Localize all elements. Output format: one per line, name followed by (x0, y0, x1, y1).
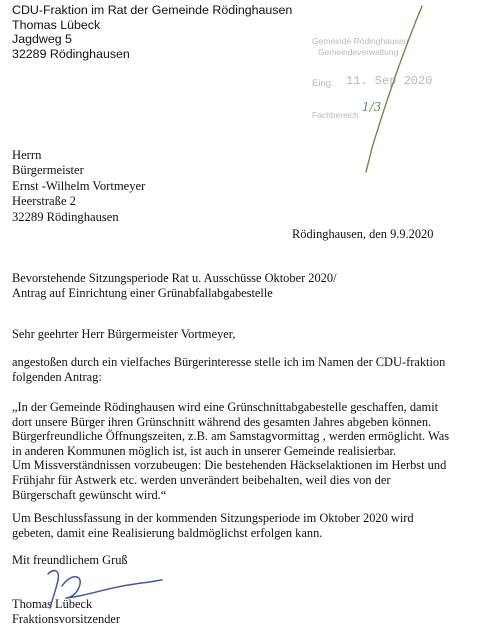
subject-line: Antrag auf Einrichtung einer Grünabfallabgabestelle (12, 285, 273, 300)
paragraph-line: Um Beschlussfassung in der kommenden Sitzungsperiode im Oktober 2020 wird (12, 511, 414, 525)
signer-role: Fraktionsvorsitzender (12, 611, 121, 626)
paragraph-line: „In der Gemeinde Rödinghausen wird eine Grünschnittabgabestelle geschaffen, damit (12, 400, 439, 414)
paragraph-line: dort unsere Bürger ihren Grünschnitt während des gesamten Jahres abgeben können. (12, 414, 432, 429)
recipient-line: Bürgermeister (12, 163, 84, 178)
handwritten-signature (48, 571, 162, 608)
sender-line: Thomas Lübeck (12, 17, 101, 32)
paragraph-line: gebeten, damit eine Realisierung baldmöglichst erfolgen kann. (12, 525, 323, 540)
stamp-line: Fachbereich (312, 110, 359, 120)
salutation: Sehr geehrter Herr Bürgermeister Vortmeyer, (12, 327, 236, 341)
subject-line: Bevorstehende Sitzungsperiode Rat u. Ausschüsse Oktober 2020/ (12, 271, 337, 285)
approval-check-stroke (366, 6, 422, 172)
stamp-line: Gemeindeverwaltung (318, 47, 399, 57)
stamp-handwritten-note: 1/3 (362, 100, 382, 114)
recipient-line: Herrn (12, 148, 42, 162)
greeting: Mit freundlichem Gruß (12, 553, 128, 567)
signer-name: Thomas Lübeck (12, 597, 93, 611)
paragraph-line: folgenden Antrag: (12, 369, 102, 384)
recipient-line: Ernst -Wilhelm Vortmeyer (12, 178, 146, 193)
sender-line: Jagdweg 5 (12, 32, 72, 47)
stamp-line: Gemeinde Rödinghausen (312, 36, 409, 46)
paragraph-line: Bürgerfreundliche Öffnungszeiten, z.B. am Samstagvormittag , werden ermöglicht. Was (12, 429, 450, 444)
stamp-received-prefix: Eing. (312, 78, 334, 89)
paragraph-line: Bürgerschaft gewünscht wird.“ (12, 487, 167, 502)
date-line: Rödinghausen, den 9.9.2020 (292, 227, 434, 241)
stamp-received-date: 11. Sep 2020 (346, 74, 433, 88)
sender-line: 32289 Rödinghausen (12, 46, 130, 61)
paragraph-line: in anderen Kommunen möglich ist, ist auch in unserer Gemeinde realisierbar. (12, 443, 396, 458)
recipient-line: Heerstraße 2 (12, 194, 76, 209)
paragraph-line: Um Missverständnissen vorzubeugen: Die bestehenden Häckselaktionen im Herbst und (12, 458, 447, 473)
sender-line: CDU-Fraktion im Rat der Gemeinde Rödinghausen (12, 3, 293, 17)
paragraph-line: angestoßen durch ein vielfaches Bürgerinteresse stelle ich im Namen der CDU-fraktion (12, 355, 446, 369)
paragraph-line: Frühjahr für Astwerk etc. werden unverändert beibehalten, weil dies von der (12, 472, 391, 487)
recipient-line: 32289 Rödinghausen (12, 209, 119, 224)
